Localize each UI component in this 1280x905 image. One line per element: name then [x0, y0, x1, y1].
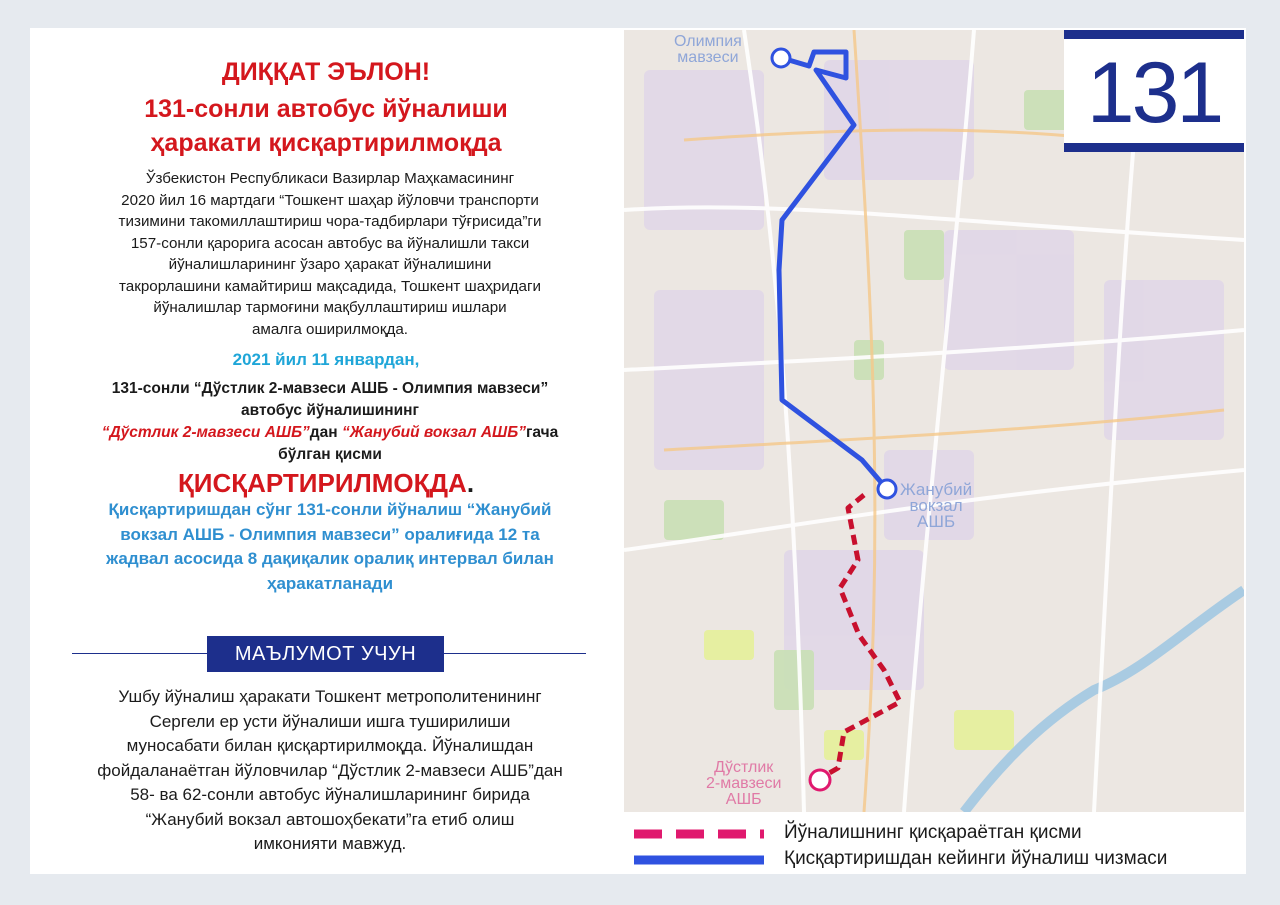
- route-from: “Дўстлик 2-мавзеси АШБ”: [101, 424, 310, 441]
- body-line: такрорлашини камайтириш мақсадида, Тошкент шаҳридаги: [118, 277, 542, 295]
- info-heading: МАЪЛУМОТ УЧУН: [207, 636, 444, 672]
- headline-line-2: ҳаракати қисқартирилмоқда: [150, 129, 502, 157]
- info-line: имконияти мавжуд.: [253, 834, 407, 853]
- route-number-badge: [1064, 30, 1244, 152]
- label-line: АШБ: [917, 512, 956, 531]
- route-line-2: автобус йўналишининг: [241, 402, 419, 419]
- info-line: Ушбу йўналиш ҳаракати Тошкент метрополитенининг: [118, 687, 542, 706]
- solid-line-icon: [634, 850, 764, 870]
- shortened-dot: .: [466, 468, 475, 498]
- info-line: муносабати билан қисқартирилмоқда. Йўналишдан: [126, 736, 534, 755]
- route-number: 131: [1086, 45, 1222, 141]
- body-line: йўналишлар тармоғини мақбуллаштириш ишлари: [153, 299, 507, 316]
- body-line: 157-сонли қарорига асосан автобус ва йўналишли такси: [130, 234, 530, 252]
- stop-label-janubiy: [900, 482, 972, 530]
- label-line: мавзеси: [677, 49, 739, 66]
- route-description: [50, 378, 610, 466]
- info-line: 58- ва 62-сонли автобус йўналишларининг бирида: [130, 785, 530, 804]
- legend-new-label: Қисқартиришдан кейинги йўналиш чизмаси: [784, 848, 1168, 869]
- info-line: “Жанубий вокзал автошоҳбекати”га етиб олиш: [145, 809, 515, 829]
- badge-bottom-bar: [1064, 143, 1244, 152]
- shortened-banner: [30, 468, 622, 499]
- after-shortening-text: [50, 498, 610, 596]
- after-line: ҳаракатланади: [266, 573, 394, 593]
- info-line: Сергели ер усти йўналиши ишга туширилиши: [149, 711, 511, 731]
- map-legend: [624, 812, 1244, 874]
- stop-label-dustlik: [706, 760, 781, 808]
- label-line: Олимпия: [674, 33, 742, 50]
- after-line: вокзал АШБ - Олимпия мавзеси” оралиғида 12 та: [120, 524, 540, 544]
- body-line: йўналишларининг ўзаро ҳаракат йўналишини: [168, 256, 492, 273]
- legend-cut-label: Йўналишнинг қисқараётган қисми: [784, 822, 1082, 843]
- body-line: Ўзбекистон Республикаси Вазирлар Маҳкамасининг: [145, 170, 515, 187]
- body-line: амалга оширилмоқда.: [251, 320, 409, 338]
- route-line-1: 131-сонли “Дўстлик 2-мавзеси АШБ - Олимпия мавзеси”: [111, 380, 549, 397]
- label-line: 2-мавзеси: [706, 775, 782, 792]
- route-to: “Жанубий вокзал АШБ”: [341, 424, 526, 441]
- route-line-3: [50, 422, 610, 444]
- route-to-suffix: гача: [525, 424, 559, 441]
- route-line-4: бўлган қисми: [278, 446, 382, 463]
- notice-panel: [30, 28, 622, 874]
- notice-headline: [30, 92, 622, 160]
- info-text: [60, 685, 600, 857]
- body-line: 2020 йил 16 мартдаги “Тошкент шаҳар йўловчи транспорти: [121, 191, 539, 209]
- label-line: Дўстлик: [714, 759, 774, 776]
- shortened-word: ҚИСҚАРТИРИЛМОҚДА: [177, 468, 467, 498]
- stop-label-olimpia: [674, 34, 742, 66]
- dashed-line-icon: [634, 824, 764, 844]
- label-line: вокзал: [909, 496, 963, 515]
- body-line: тизимини такомиллаштириш чора-тадбирлари тўғрисида”ги: [118, 213, 542, 230]
- after-line: Қисқартиришдан сўнг 131-сонли йўналиш “Жанубий: [108, 500, 552, 519]
- headline-line-1: 131-сонли автобус йўналиши: [144, 95, 508, 123]
- info-line: фойдаланаётган йўловчилар “Дўстлик 2-мавзеси АШБ”дан: [97, 760, 563, 780]
- route-from-suffix: дан: [309, 424, 342, 441]
- notice-body: [70, 168, 590, 340]
- notice-title: ДИҚҚАТ ЭЪЛОН!: [221, 58, 431, 86]
- label-line: Жанубий: [900, 480, 973, 499]
- label-line: АШБ: [725, 791, 762, 808]
- after-line: жадвал асосида 8 дақиқалик оралиқ интервал билан: [106, 549, 554, 568]
- badge-top-bar: [1064, 30, 1244, 39]
- effective-date: 2021 йил 11 январдан,: [232, 350, 420, 369]
- legend-item-cut: [624, 816, 1244, 846]
- legend-item-new: [624, 844, 1244, 874]
